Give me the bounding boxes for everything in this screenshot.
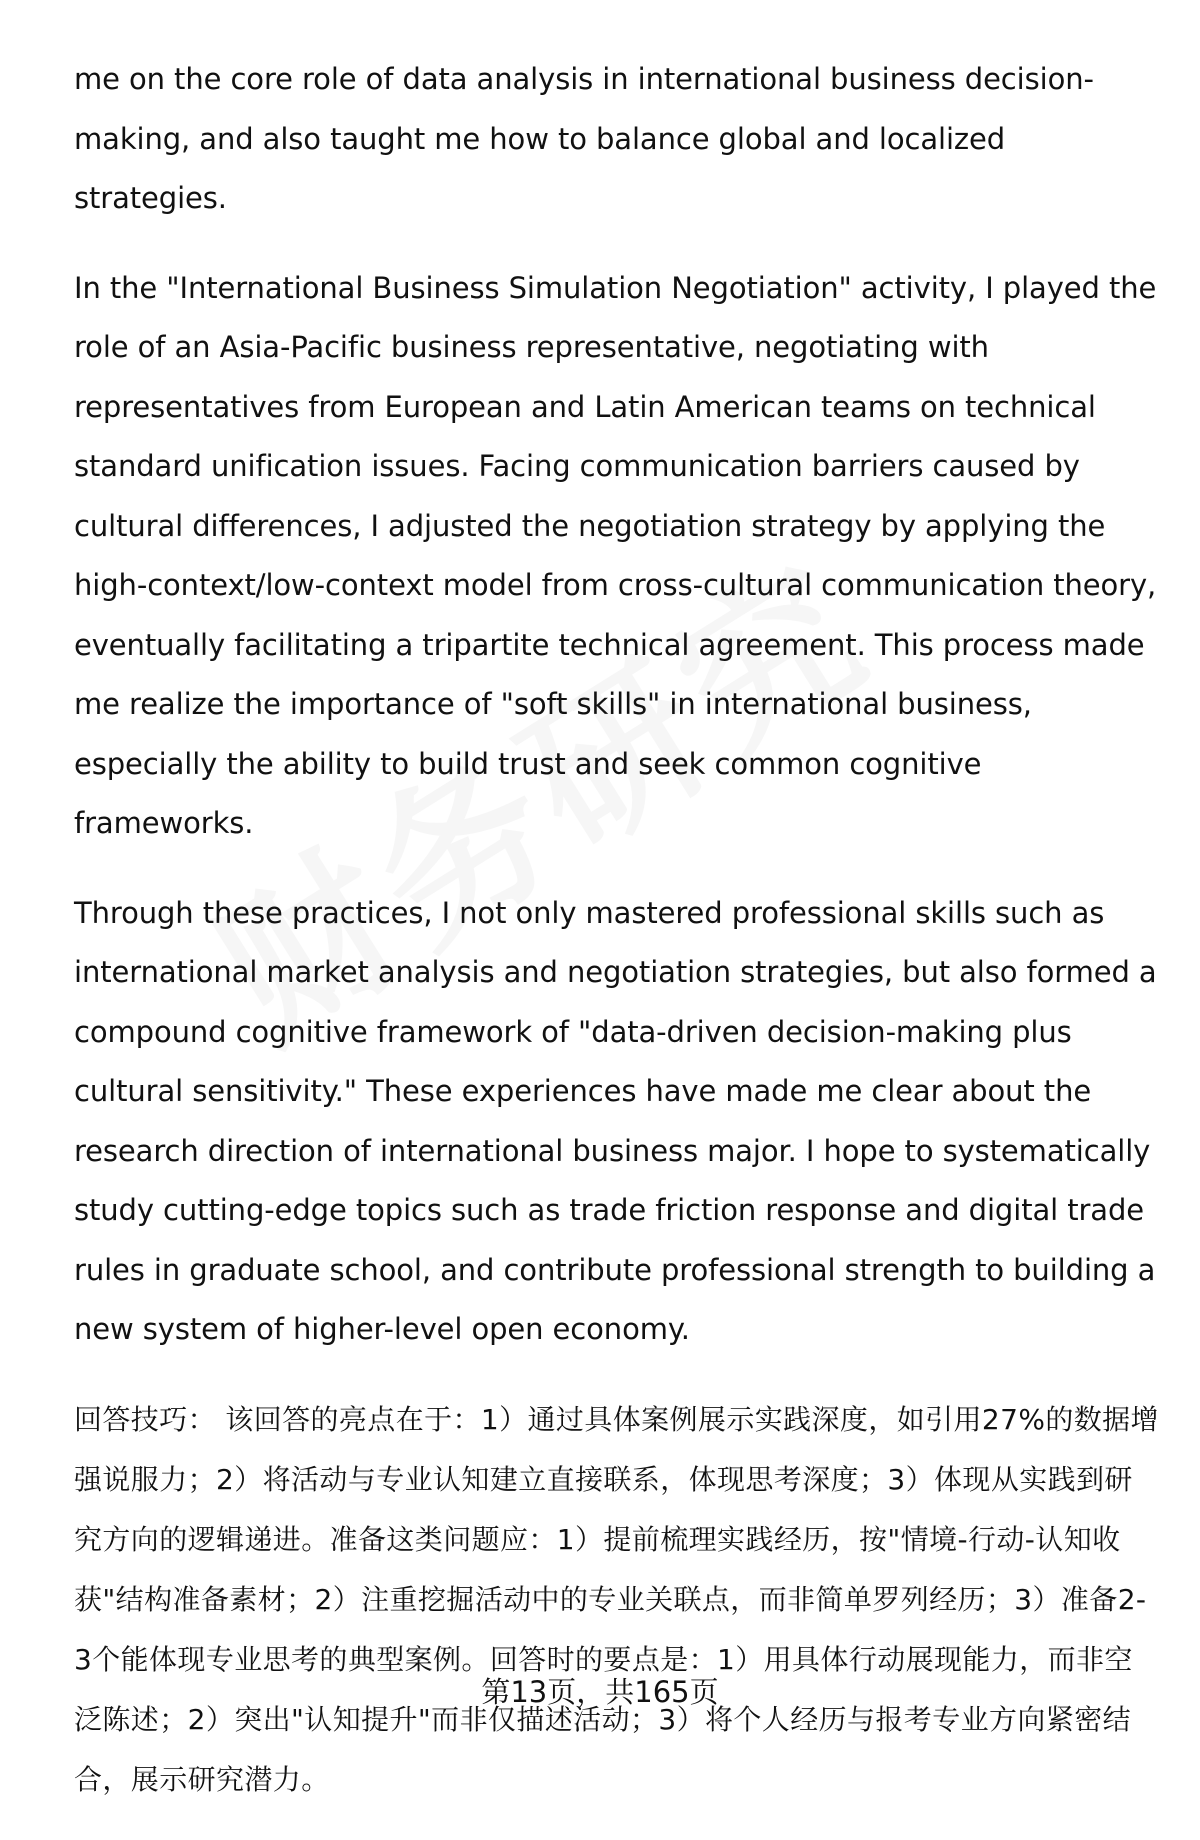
paragraph-1: me on the core role of data analysis in international business decision-making, and also taught me how to balance global and localized strategies. (74, 62, 1094, 215)
document-body (74, 50, 1159, 1840)
answer-tip-paragraph: 回答技巧： 该回答的亮点在于：1）通过具体案例展示实践深度，如引用27%的数据增强说服力；2）将活动与专业认知建立直接联系，体现思考深度；3）体现从实践到研究方向的逻辑递进。准备这类问题应：1）提前梳理实践经历，按"情境-行动-认知收获"结构准备素材；2）注重挖掘活动中的专业关联点，而非简单罗列经历；3）准备2-3个能体现专业思考的典型案例。回答时的要点是：1）用具体行动展现能力，而非空泛陈述；2）突出"认知提升"而非仅描述活动；3）将个人经历与报考专业方向紧密结合，展示研究潜力。 (74, 1402, 1159, 1796)
paragraph-2: In the "International Business Simulation Negotiation" activity, I played the role of an Asia-Pacific business representative, negotiating with representatives from European and Latin American teams on technical standard unification issues. Facing communication barriers caused by cultural differences, I adjusted the negotiation strategy by applying the high-context/low-context model from cross-cultural communication theory, eventually facilitating a tripartite technical agreement. This process made me realize the importance of "soft skills" in international business, especially the ability to build trust and seek common cognitive frameworks. (74, 270, 1157, 840)
paragraph-3: Through these practices, I not only mastered professional skills such as international market analysis and negotiation strategies, but also formed a compound cognitive framework of "data-driven decision-making plus cultural sensitivity." These experiences have made me clear about the research direction of international business major. I hope to systematically study cutting-edge topics such as trade friction response and digital trade rules in graduate school, and contribute professional strength to building a new system of higher-level open economy. (74, 895, 1157, 1346)
page-number: 第13页，共165页 (481, 1675, 719, 1709)
